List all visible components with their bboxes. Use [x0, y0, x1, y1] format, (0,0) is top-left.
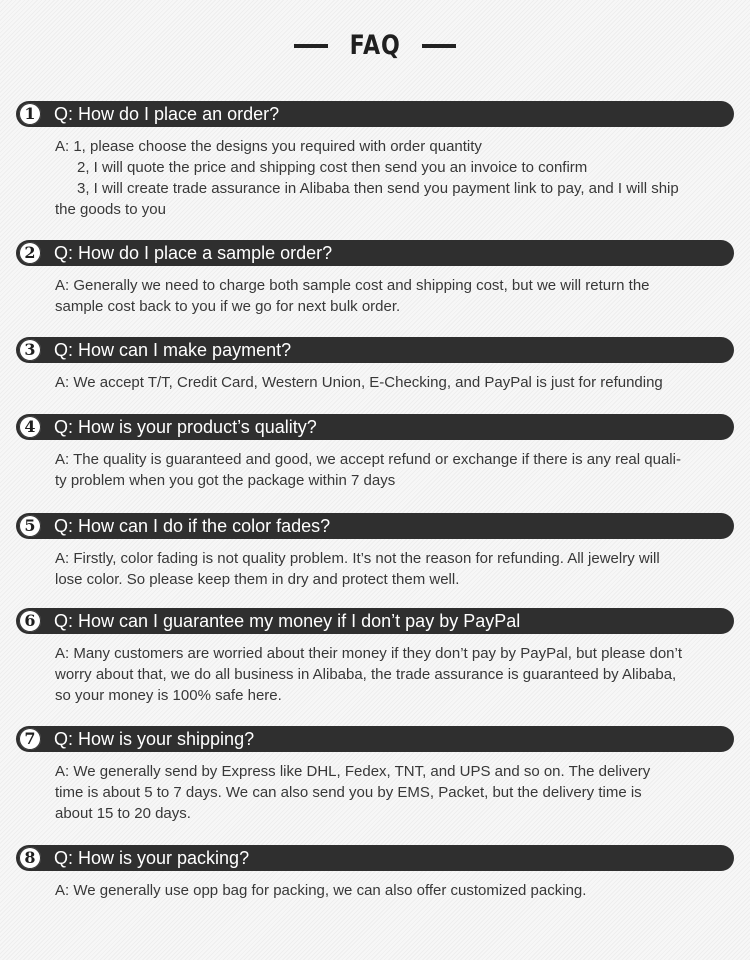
question-text: Q: How is your product’s quality? — [54, 417, 317, 437]
answer-line: 3, I will create trade assurance in Alibaba then send you payment link to pay, and I will ship — [77, 180, 679, 197]
answer-line: about 15 to 20 days. — [55, 805, 191, 822]
faq-item-5 — [16, 513, 734, 590]
question-bar — [16, 845, 734, 871]
faq-item-6 — [16, 608, 734, 706]
answer-line: A: Many customers are worried about their money if they don’t pay by PayPal, but please don’t — [55, 645, 682, 662]
answer-line: A: The quality is guaranteed and good, we accept refund or exchange if there is any real quali- — [55, 451, 681, 468]
answer-line: A: Firstly, color fading is not quality problem. It’s not the reason for refunding. All jewelry will — [55, 550, 660, 567]
answer-line: so your money is 100% safe here. — [55, 687, 282, 704]
question-text: Q: How is your shipping? — [54, 729, 255, 749]
question-bar — [16, 337, 734, 363]
answer-text — [55, 761, 730, 824]
answer-line: A: We accept T/T, Credit Card, Western Union, E-Checking, and PayPal is just for refunding — [55, 374, 663, 391]
faq-item-2 — [16, 240, 734, 317]
title-dash-left — [294, 44, 328, 48]
answer-text — [55, 880, 730, 901]
question-text: Q: How do I place a sample order? — [54, 243, 333, 263]
answer-line: A: Generally we need to charge both sample cost and shipping cost, but we will return the — [55, 277, 650, 294]
answer-text — [55, 548, 730, 590]
title-dash-right — [422, 44, 456, 48]
question-text: Q: How do I place an order? — [54, 104, 280, 124]
question-text: Q: How can I make payment? — [54, 340, 292, 360]
answer-text — [55, 449, 730, 491]
faq-item-3 — [16, 337, 734, 393]
answer-text — [55, 643, 730, 706]
number-badge: 1 — [19, 103, 41, 125]
answer-line: ty problem when you got the package within 7 days — [55, 472, 396, 489]
answer-line: A: We generally send by Express like DHL, Fedex, TNT, and UPS and so on. The delivery — [55, 763, 651, 780]
answer-text — [55, 275, 730, 317]
question-text: Q: How can I guarantee my money if I don’t pay by PayPal — [54, 611, 521, 631]
question-text: Q: How can I do if the color fades? — [54, 516, 331, 536]
number-badge: 4 — [19, 416, 41, 438]
answer-line: A: 1, please choose the designs you required with order quantity — [55, 138, 482, 155]
faq-header — [0, 28, 750, 64]
answer-line: A: We generally use opp bag for packing, we can also offer customized packing. — [55, 882, 587, 899]
question-bar — [16, 101, 734, 127]
faq-item-1 — [16, 101, 734, 220]
answer-line: worry about that, we do all business in Alibaba, the trade assurance is guaranteed by Alibaba, — [55, 666, 677, 683]
number-badge: 8 — [19, 847, 41, 869]
question-text: Q: How is your packing? — [54, 848, 250, 868]
number-badge: 2 — [19, 242, 41, 264]
question-bar — [16, 608, 734, 634]
answer-line: lose color. So please keep them in dry and protect them well. — [55, 571, 460, 588]
faq-item-4 — [16, 414, 734, 491]
answer-line: sample cost back to you if we go for next bulk order. — [55, 298, 401, 315]
answer-line: time is about 5 to 7 days. We can also send you by EMS, Packet, but the delivery time is — [55, 784, 642, 801]
answer-text — [55, 372, 730, 393]
answer-line: 2, I will quote the price and shipping cost then send you an invoice to confirm — [77, 159, 588, 176]
number-badge: 5 — [19, 515, 41, 537]
number-badge: 7 — [19, 728, 41, 750]
question-bar — [16, 513, 734, 539]
question-bar — [16, 726, 734, 752]
faq-item-8 — [16, 845, 734, 901]
number-badge: 6 — [19, 610, 41, 632]
page-title: FAQ — [349, 30, 401, 61]
answer-text — [55, 136, 730, 220]
question-bar — [16, 414, 734, 440]
answer-line: the goods to you — [55, 201, 166, 218]
faq-item-7 — [16, 726, 734, 824]
number-badge: 3 — [19, 339, 41, 361]
question-bar — [16, 240, 734, 266]
